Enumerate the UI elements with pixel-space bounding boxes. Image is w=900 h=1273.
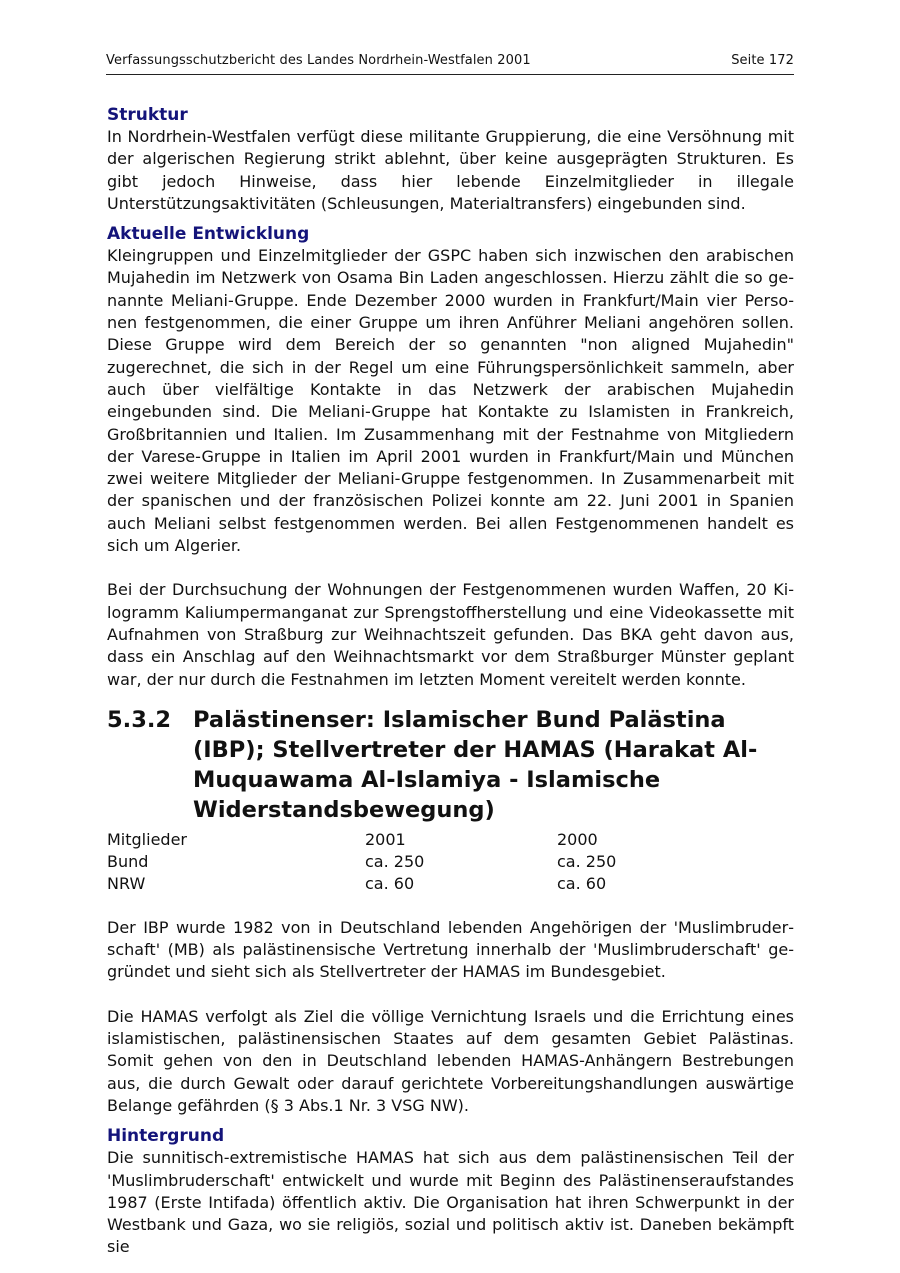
section-heading-5-3-2 — [107, 705, 794, 825]
paragraph-struktur: In Nordrhein-Westfalen verfügt diese militante Gruppierung, die eine Versöhnung mit der algerischen Regierung strikt ablehnt, über keine ausgeprägten Strukturen. Es gibt jedoch Hinweise, dass hier lebende Einzelmitglieder in illegale Unterstützungsaktivitäten (Schleusungen, Materialtransfers) eingebunden sind. — [107, 127, 794, 213]
heading-aktuelle-entwicklung: Aktuelle Entwicklung — [107, 224, 310, 245]
table-cell: ca. 250 — [365, 851, 425, 871]
table-cell: 2000 — [557, 829, 598, 849]
paragraph-hintergrund: Die sunnitisch-extremistische HAMAS hat sich aus dem palästinensischen Teil der 'Muslimbruderschaft' entwickelt und wurde mit Beginn des Palästinenseraufstandes 1987 (Erste Intifada) öffentlich aktiv. Die Organisation hat ihren Schwerpunkt in der Westbank und Gaza, wo sie religiös, sozial und politisch aktiv ist. Daneben bekämpft sie — [107, 1148, 794, 1257]
table-row — [107, 873, 794, 895]
paragraph-entwicklung-1: Kleingruppen und Einzelmitglieder der GSPC haben sich inzwischen den arabischen Mujahedin im Netzwerk von Osama Bin Laden angeschlossen. Hierzu zählt die so genannte Meliani-Gruppe. Ende Dezember 2000 wurden in Frankfurt/Main vier Personen festgenommen, die einer Gruppe um ihren Anführer Meliani angehören sollen. Diese Gruppe wird dem Bereich der so genannten "non aligned Mujahedin" zugerechnet, die sich in der Regel um eine Führungspersönlichkeit sammeln, aber auch über vielfältige Kontakte in das Netzwerk der arabischen Mujahedin eingebunden sind. Die Meliani-Gruppe hat Kontakte zu Islamisten in Frankreich, Großbritannien und Italien. Im Zusammenhang mit der Festnahme von Mitgliedern der Varese-Gruppe in Italien im April 2001 wurden in Frankfurt/Main und München zwei weitere Mitglieder der Meliani-Gruppe festgenommen. In Zusammenarbeit mit der spanischen und der französischen Polizei konnte am 22. Juni 2001 in Spanien auch Meliani selbst festgenommen werden. Bei allen Festgenommenen handelt es sich um Algerier. — [107, 246, 794, 556]
table-row — [107, 851, 794, 873]
table-cell: ca. 60 — [557, 873, 607, 893]
page-header — [106, 52, 794, 75]
paragraph-ibp: Der IBP wurde 1982 von in Deutschland lebenden Angehörigen der 'Muslimbruderschaft' (MB) als palästinensische Vertretung innerhalb der 'Muslimbruderschaft' gegründet und sieht sich als Stellvertreter der HAMAS im Bundesgebiet. — [107, 917, 794, 982]
header-title: Verfassungsschutzbericht des Landes Nordrhein-Westfalen 2001 — [106, 53, 531, 68]
table-cell: ca. 250 — [557, 851, 617, 871]
table-cell: ca. 60 — [365, 873, 415, 893]
table-cell: 2001 — [365, 829, 406, 849]
table-cell: Mitglieder — [107, 829, 187, 849]
page-number: Seite 172 — [731, 53, 794, 68]
heading-struktur: Struktur — [107, 105, 188, 125]
section-number: 5.3.2 — [107, 706, 172, 733]
heading-hintergrund: Hintergrund — [107, 1126, 225, 1147]
paragraph-hamas: Die HAMAS verfolgt als Ziel die völlige Vernichtung Israels und die Errichtung eines islamistischen, palästinensischen Staates auf dem gesamten Gebiet Palästinas. Somit gehen von den in Deutschland lebenden HAMAS-Anhängern Bestrebungen aus, die durch Gewalt oder darauf gerichtete Vorbereitungshandlungen auswärtige Belange gefährden (§ 3 Abs.1 Nr. 3 VSG NW). — [107, 1006, 794, 1115]
table-header-row — [107, 829, 794, 851]
page-content — [107, 104, 794, 1259]
table-cell: NRW — [107, 873, 146, 893]
section-title: Palästinenser: Islamischer Bund Palästina (IBP); Stellvertreter der HAMAS (Harakat Al-Muquawama Al-Islamiya - Islamische Widerstandsbewegung) — [193, 706, 758, 823]
membership-table — [107, 829, 794, 895]
table-cell: Bund — [107, 851, 149, 871]
paragraph-entwicklung-2: Bei der Durchsuchung der Wohnungen der Festgenommenen wurden Waffen, 20 Kilogramm Kaliumpermanganat zur Sprengstoffherstellung und eine Videokassette mit Aufnahmen von Straßburg zur Weihnachtszeit gefunden. Das BKA geht davon aus, dass ein Anschlag auf den Weihnachtsmarkt vor dem Straßburger Münster geplant war, der nur durch die Festnahmen im letzten Moment vereitelt werden konnte. — [107, 580, 794, 689]
